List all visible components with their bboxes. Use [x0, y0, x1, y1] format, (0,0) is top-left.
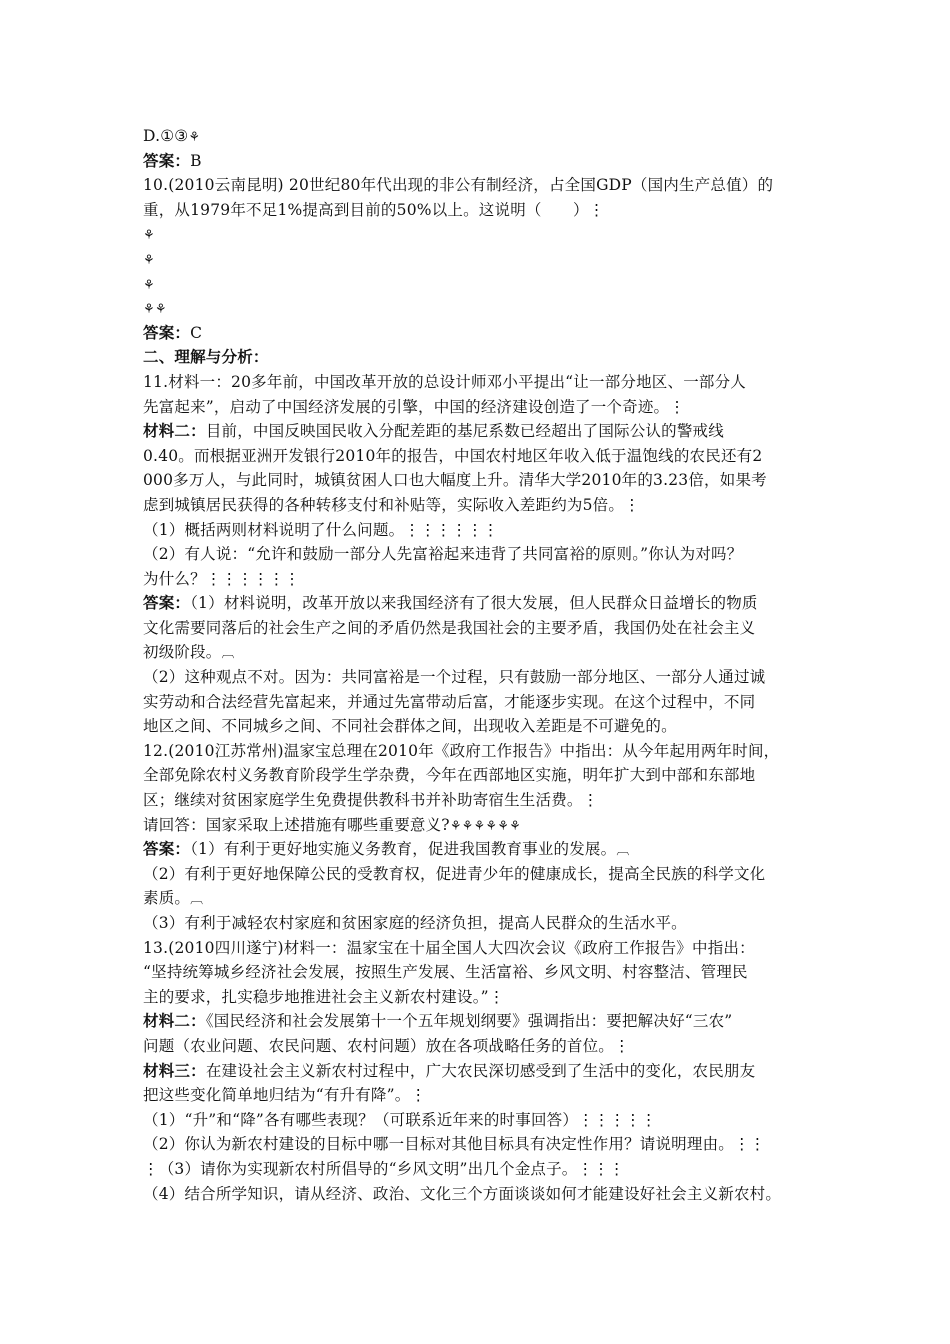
- line-text: 《国民经济和社会发展第十一个五年规划纲要》强调指出：要把解决好“三农”: [205, 1012, 733, 1031]
- line-text: 文化需要同落后的社会生产之间的矛盾仍然是我国社会的主要矛盾，我国仍处在社会主义: [143, 618, 756, 637]
- text-line: [143, 1108, 823, 1133]
- line-text: 0.40。而根据亚洲开发银行2010年的报告，中国农村地区年收入低于温饱线的农民还有2: [143, 446, 763, 465]
- line-text: 在建设社会主义新农村过程中，广大农民深切感受到了生活中的变化，农民朋友: [205, 1061, 756, 1080]
- text-line: [143, 272, 823, 297]
- text-line: [143, 788, 823, 813]
- line-text: 目前，中国反映国民收入分配差距的基尼系数已经超出了国际公认的警戒线: [205, 422, 724, 441]
- bold-label: 答案：: [143, 323, 191, 342]
- text-line: [143, 198, 823, 223]
- bold-label: 材料三：: [143, 1061, 206, 1080]
- text-line: [143, 542, 823, 567]
- line-text: C: [190, 323, 203, 342]
- text-line: [143, 714, 823, 739]
- line-text: （1）材料说明，改革开放以来我国经济有了很大发展，但人民群众日益增长的物质: [190, 594, 758, 613]
- line-text: 主的要求，扎实稳步地推进社会主义新农村建设。”⋮: [143, 987, 505, 1006]
- bold-label: 答案：: [143, 840, 191, 859]
- line-text: 全部免除农村义务教育阶段学生学杂费，今年在西部地区实施，明年扩大到中部和东部地: [143, 766, 756, 785]
- ornament-icon: ⚘⚘: [143, 302, 167, 318]
- ornament-icon: ︹: [616, 843, 630, 859]
- line-text: 10.(2010云南昆明) 20世纪80年代出现的非公有制经济，占全国GDP（国内生产总值）的: [143, 176, 774, 195]
- line-text: 素质。: [143, 889, 191, 908]
- text-line: [143, 960, 823, 985]
- line-text: 把这些变化简单地归结为“有升有降”。⋮: [143, 1086, 427, 1105]
- ornament-icon: ︹: [190, 892, 204, 908]
- text-line: [143, 813, 823, 838]
- text-line: [143, 370, 823, 395]
- text-line: [143, 1034, 823, 1059]
- line-text: 先富起来”，启动了中国经济发展的引擎，中国的经济建设创造了一个奇迹。⋮: [143, 397, 685, 416]
- line-text: D.①③: [143, 127, 189, 145]
- text-line: [143, 665, 823, 690]
- line-text: “坚持统筹城乡经济社会发展，按照生产发展、生活富裕、乡风文明、村容整洁、管理民: [143, 963, 748, 982]
- text-line: [143, 1157, 823, 1182]
- text-line: [143, 149, 823, 174]
- text-line: [143, 886, 823, 911]
- ornament-icon: ⚘: [143, 277, 155, 293]
- bold-label: 材料二：: [143, 422, 206, 441]
- line-text: （2）这种观点不对。因为：共同富裕是一个过程，只有鼓励一部分地区、一部分人通过诚: [143, 668, 766, 687]
- text-line: [143, 173, 823, 198]
- line-text: 虑到城镇居民获得的各种转移支付和补贴等，实际收入差距约为5倍。⋮: [143, 495, 640, 514]
- text-line: [143, 345, 823, 370]
- line-text: （1）概括两则材料说明了什么问题。⋮⋮⋮⋮⋮⋮: [143, 520, 499, 539]
- text-line: [143, 1009, 823, 1034]
- text-line: [143, 936, 823, 961]
- text-line: [143, 616, 823, 641]
- text-line: [143, 739, 823, 764]
- line-text: 初级阶段。: [143, 643, 222, 662]
- bold-label: 材料二：: [143, 1012, 206, 1031]
- line-text: （2）有人说：“允许和鼓励一部分人先富裕起来违背了共同富裕的原则。”你认为对吗？: [143, 545, 743, 564]
- ornament-icon: ⚘: [188, 130, 201, 145]
- line-text: 问题（农业问题、农民问题、农村问题）放在各项战略任务的首位。⋮: [143, 1036, 630, 1055]
- text-line: [143, 493, 823, 518]
- line-text: ⋮（3）请你为实现新农村所倡导的“乡风文明”出几个金点子。⋮⋮⋮: [143, 1159, 625, 1178]
- ornament-icon: ⚘: [143, 252, 155, 268]
- ornament-icon: ︹: [221, 646, 235, 662]
- line-text: B: [190, 151, 202, 170]
- text-line: [143, 444, 823, 469]
- line-text: 为什么？⋮⋮⋮⋮⋮⋮: [143, 569, 301, 588]
- ornament-icon: ⚘⚘⚘⚘⚘⚘: [449, 818, 521, 834]
- line-text: （2）你认为新农村建设的目标中哪一目标对其他目标具有决定性作用？请说明理由。⋮⋮: [143, 1135, 766, 1154]
- ornament-icon: ⚘: [143, 228, 155, 244]
- bold-label: 答案：: [143, 151, 191, 170]
- line-text: 地区之间、不同城乡之间、不同社会群体之间，出现收入差距是不可避免的。: [143, 717, 677, 736]
- text-line: [143, 591, 823, 616]
- text-line: [143, 1132, 823, 1157]
- bold-label: 答案：: [143, 594, 191, 613]
- line-text: （1）有利于更好地实施义务教育，促进我国教育事业的发展。: [190, 840, 617, 859]
- line-text: 12.(2010江苏常州)温家宝总理在2010年《政府工作报告》中指出：从今年起用两年时间，: [143, 741, 780, 760]
- line-text: 11.材料一：20多年前，中国改革开放的总设计师邓小平提出“让一部分地区、一部分人: [143, 372, 746, 391]
- text-line: [143, 1059, 823, 1084]
- text-line: [143, 419, 823, 444]
- text-line: [143, 911, 823, 936]
- line-text: 区；继续对贫困家庭学生免费提供教科书并补助寄宿生生活费。⋮: [143, 791, 599, 810]
- text-line: [143, 763, 823, 788]
- text-line: [143, 395, 823, 420]
- line-text: 实劳动和合法经营先富起来，并通过先富带动后富，才能逐步实现。在这个过程中，不同: [143, 692, 756, 711]
- line-text: （1）“升”和“降”各有哪些表现？（可联系近年来的时事回答）⋮⋮⋮⋮⋮: [143, 1110, 657, 1129]
- bold-label: 二、理解与分析：: [143, 348, 269, 367]
- text-line: [143, 567, 823, 592]
- text-line: [143, 321, 823, 346]
- text-line: [143, 518, 823, 543]
- line-text: 重，从1979年不足1%提高到目前的50%以上。这说明（ ）⋮: [143, 200, 605, 219]
- line-text: （3）有利于减轻农村家庭和贫困家庭的经济负担，提高人民群众的生活水平。: [143, 914, 687, 932]
- text-line: [143, 124, 823, 149]
- text-line: [143, 1083, 823, 1108]
- line-text: 请回答：国家采取上述措施有哪些重要意义?: [143, 815, 450, 834]
- line-text: 000多万人，与此同时，城镇贫困人口也大幅度上升。清华大学2010年的3.23倍，如果考: [143, 471, 767, 490]
- text-line: [143, 222, 823, 247]
- line-text: （2）有利于更好地保障公民的受教育权，促进青少年的健康成长，提高全民族的科学文化: [143, 864, 766, 883]
- text-line: [143, 296, 823, 321]
- line-text: （4）结合所学知识，请从经济、政治、文化三个方面谈谈如何才能建设好社会主义新农村。: [143, 1184, 782, 1203]
- text-line: [143, 837, 823, 862]
- text-line: [143, 640, 823, 665]
- text-line: [143, 1182, 823, 1207]
- text-line: [143, 862, 823, 887]
- text-line: [143, 468, 823, 493]
- text-line: [143, 985, 823, 1010]
- line-text: 13.(2010四川遂宁)材料一：温家宝在十届全国人大四次会议《政府工作报告》中指出：: [143, 938, 755, 957]
- text-line: [143, 690, 823, 715]
- text-line: [143, 247, 823, 272]
- document-body: [143, 124, 823, 1206]
